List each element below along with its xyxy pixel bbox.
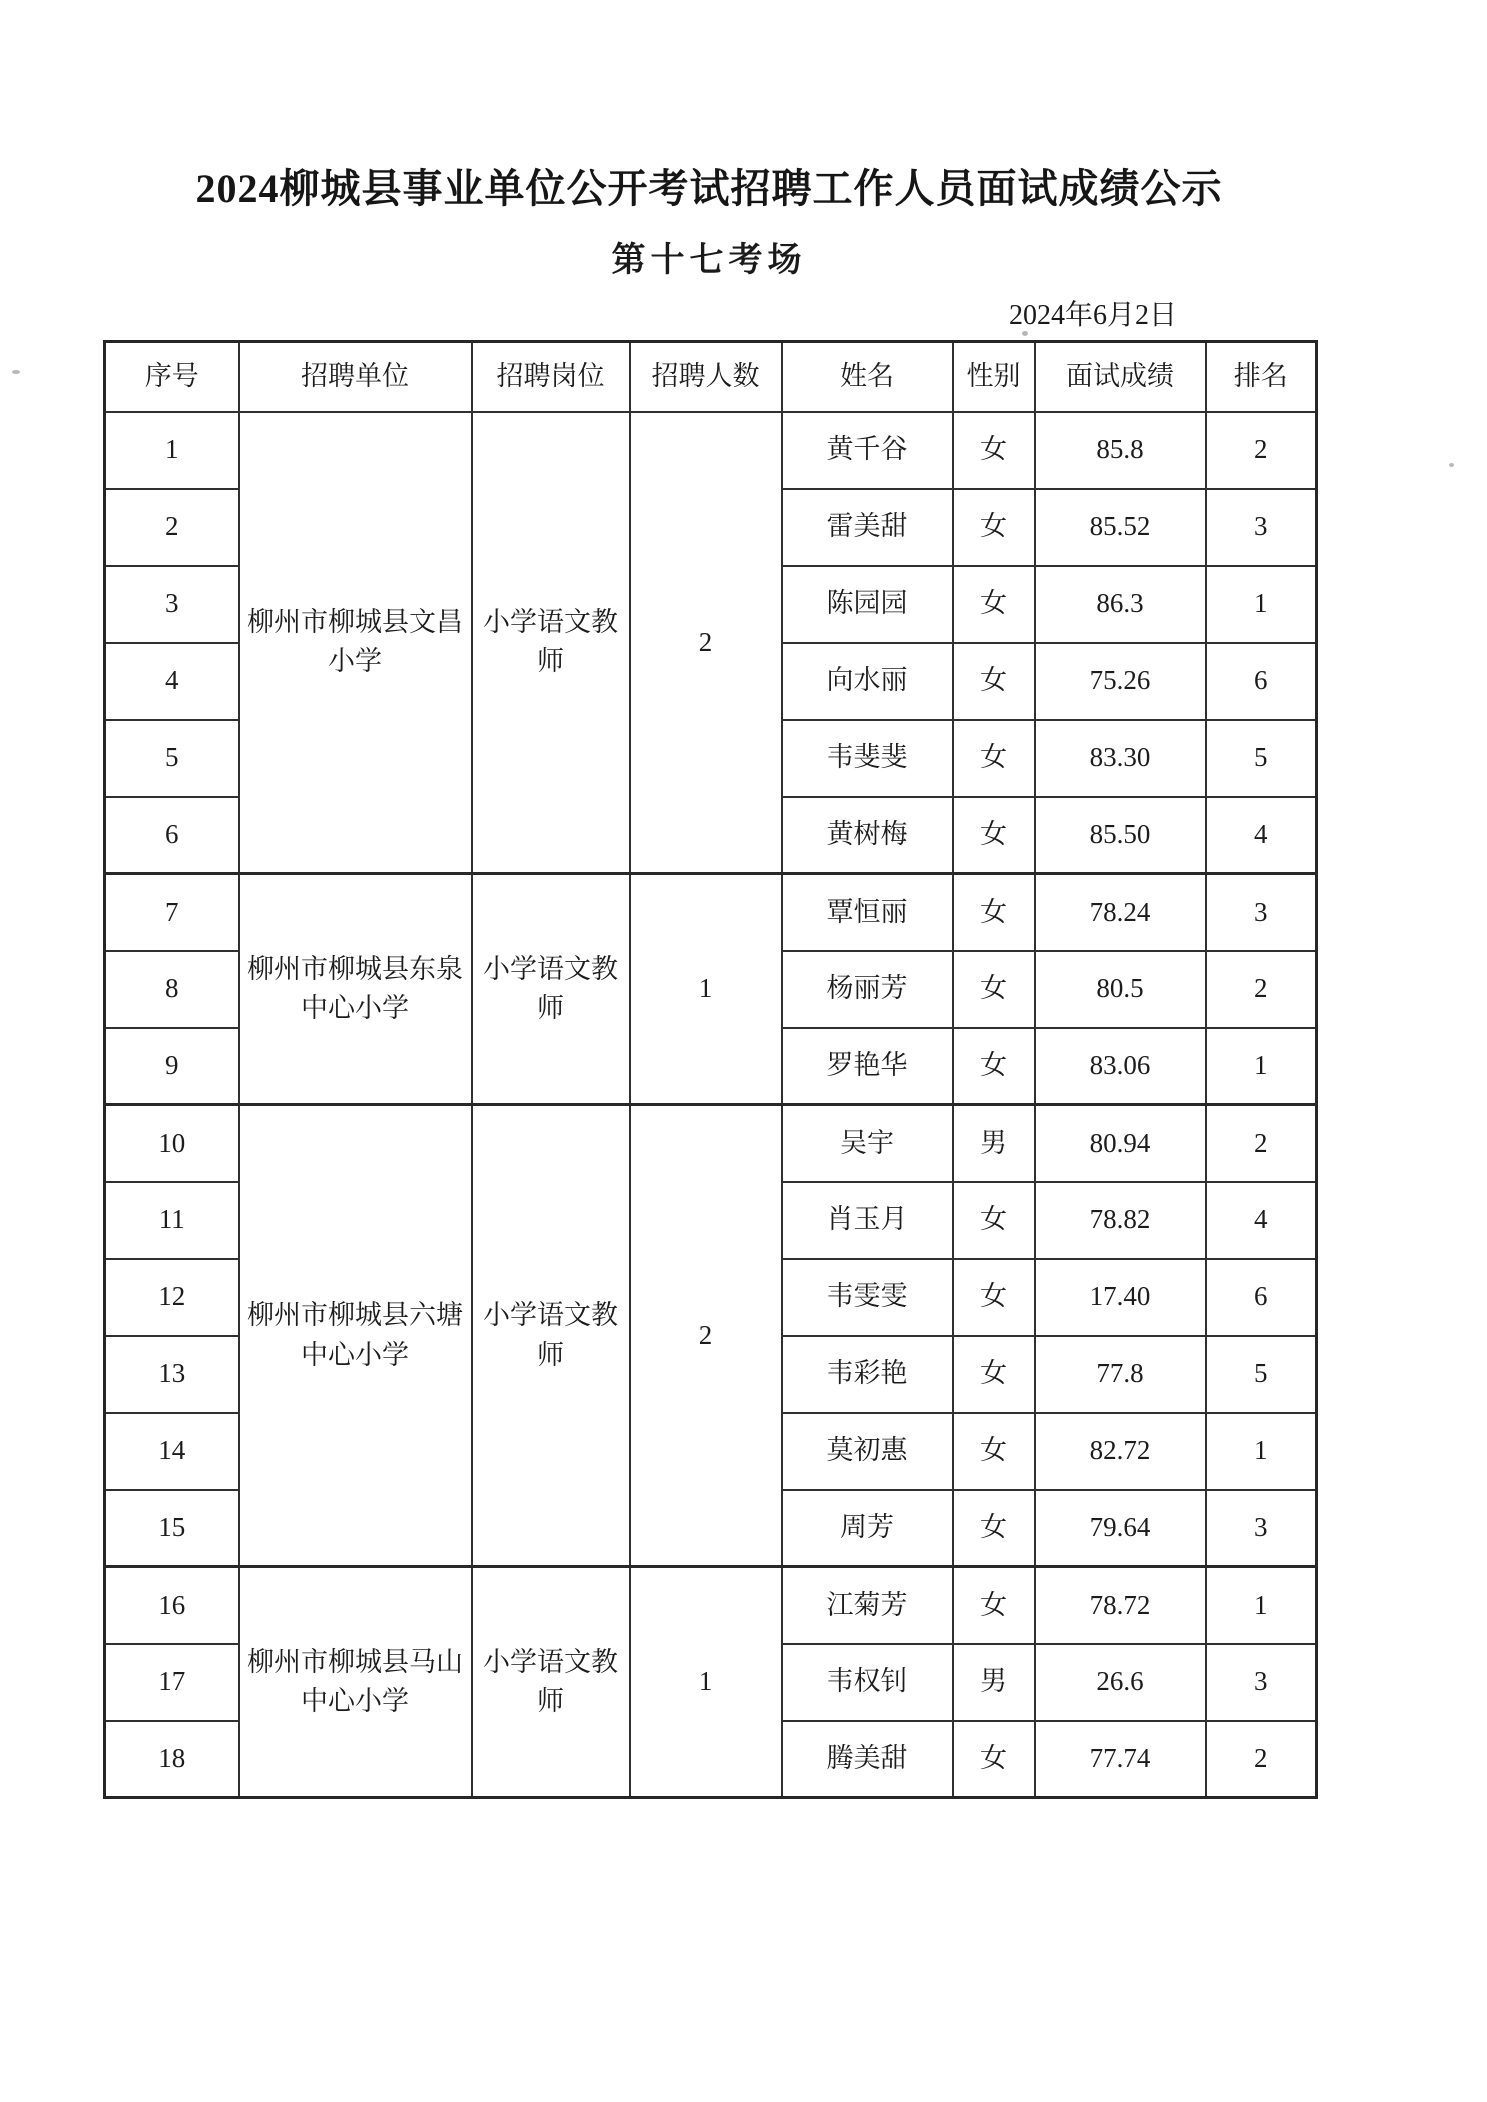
column-header-rank: 排名	[1206, 342, 1317, 412]
exam-room-subtitle: 第十七考场	[611, 242, 807, 279]
rank-cell: 1	[1206, 566, 1317, 643]
recruit-count-cell: 2	[630, 1105, 782, 1567]
name-cell: 杨丽芳	[782, 951, 953, 1028]
gender-cell: 女	[953, 1182, 1035, 1259]
score-cell: 83.06	[1035, 1028, 1206, 1105]
serial-number-cell: 16	[105, 1567, 239, 1644]
name-cell: 周芳	[782, 1490, 953, 1567]
score-cell: 77.74	[1035, 1721, 1206, 1798]
header-row	[105, 342, 1317, 412]
interview-score-table	[103, 340, 1318, 1799]
rank-cell: 5	[1206, 1336, 1317, 1413]
gender-cell: 女	[953, 489, 1035, 566]
scan-speck	[1449, 463, 1454, 467]
name-cell: 雷美甜	[782, 489, 953, 566]
score-cell: 78.72	[1035, 1567, 1206, 1644]
gender-cell: 女	[953, 566, 1035, 643]
table-header-row	[105, 342, 1317, 412]
score-cell: 78.24	[1035, 874, 1206, 951]
gender-cell: 女	[953, 951, 1035, 1028]
score-cell: 86.3	[1035, 566, 1206, 643]
rank-cell: 5	[1206, 720, 1317, 797]
name-cell: 肖玉月	[782, 1182, 953, 1259]
table-row-1	[105, 412, 1317, 489]
serial-number-cell: 14	[105, 1413, 239, 1490]
gender-cell: 女	[953, 1028, 1035, 1105]
column-header-unit: 招聘单位	[239, 342, 472, 412]
recruit-count-cell: 1	[630, 1567, 782, 1798]
score-cell: 77.8	[1035, 1336, 1206, 1413]
name-cell: 江菊芳	[782, 1567, 953, 1644]
rank-cell: 2	[1206, 1105, 1317, 1182]
document-date: 2024年6月2日	[1008, 300, 1177, 331]
name-cell: 罗艳华	[782, 1028, 953, 1105]
name-cell: 吴宇	[782, 1105, 953, 1182]
column-header-score: 面试成绩	[1035, 342, 1206, 412]
score-cell: 75.26	[1035, 643, 1206, 720]
rank-cell: 2	[1206, 951, 1317, 1028]
document-title: 2024柳城县事业单位公开考试招聘工作人员面试成绩公示	[195, 166, 1223, 211]
recruit-count-cell: 1	[630, 874, 782, 1105]
score-cell: 85.52	[1035, 489, 1206, 566]
rank-cell: 1	[1206, 1413, 1317, 1490]
score-cell: 80.5	[1035, 951, 1206, 1028]
serial-number-cell: 4	[105, 643, 239, 720]
table-row-16	[105, 1567, 1317, 1644]
score-cell: 26.6	[1035, 1644, 1206, 1721]
serial-number-cell: 13	[105, 1336, 239, 1413]
column-header-recruits: 招聘人数	[630, 342, 782, 412]
gender-cell: 女	[953, 797, 1035, 874]
column-header-serial: 序号	[105, 342, 239, 412]
scan-speck	[12, 370, 20, 374]
name-cell: 黄千谷	[782, 412, 953, 489]
score-cell: 82.72	[1035, 1413, 1206, 1490]
score-cell: 80.94	[1035, 1105, 1206, 1182]
gender-cell: 女	[953, 412, 1035, 489]
name-cell: 腾美甜	[782, 1721, 953, 1798]
rank-cell: 4	[1206, 1182, 1317, 1259]
serial-number-cell: 9	[105, 1028, 239, 1105]
rank-cell: 1	[1206, 1028, 1317, 1105]
recruit-count-cell: 2	[630, 412, 782, 874]
rank-cell: 3	[1206, 1490, 1317, 1567]
rank-cell: 3	[1206, 874, 1317, 951]
document-content	[103, 0, 1315, 1799]
score-cell: 83.30	[1035, 720, 1206, 797]
rank-cell: 4	[1206, 797, 1317, 874]
serial-number-cell: 15	[105, 1490, 239, 1567]
table-row-7	[105, 874, 1317, 951]
name-cell: 向水丽	[782, 643, 953, 720]
recruiting-unit-cell: 柳州市柳城县六塘中心小学	[239, 1105, 472, 1567]
serial-number-cell: 3	[105, 566, 239, 643]
score-cell: 85.50	[1035, 797, 1206, 874]
serial-number-cell: 8	[105, 951, 239, 1028]
recruiting-unit-cell: 柳州市柳城县东泉中心小学	[239, 874, 472, 1105]
serial-number-cell: 12	[105, 1259, 239, 1336]
name-cell: 韦斐斐	[782, 720, 953, 797]
serial-number-cell: 7	[105, 874, 239, 951]
name-cell: 陈园园	[782, 566, 953, 643]
rank-cell: 3	[1206, 1644, 1317, 1721]
gender-cell: 女	[953, 1259, 1035, 1336]
rank-cell: 6	[1206, 643, 1317, 720]
score-cell: 78.82	[1035, 1182, 1206, 1259]
name-cell: 黄树梅	[782, 797, 953, 874]
rank-cell: 3	[1206, 489, 1317, 566]
date-row	[103, 302, 1315, 330]
serial-number-cell: 10	[105, 1105, 239, 1182]
gender-cell: 女	[953, 1490, 1035, 1567]
score-cell: 17.40	[1035, 1259, 1206, 1336]
gender-cell: 女	[953, 1336, 1035, 1413]
gender-cell: 女	[953, 1721, 1035, 1798]
serial-number-cell: 5	[105, 720, 239, 797]
recruiting-unit-cell: 柳州市柳城县马山中心小学	[239, 1567, 472, 1798]
serial-number-cell: 18	[105, 1721, 239, 1798]
serial-number-cell: 11	[105, 1182, 239, 1259]
column-header-name: 姓名	[782, 342, 953, 412]
serial-number-cell: 6	[105, 797, 239, 874]
name-cell: 韦彩艳	[782, 1336, 953, 1413]
gender-cell: 男	[953, 1105, 1035, 1182]
serial-number-cell: 2	[105, 489, 239, 566]
name-cell: 覃恒丽	[782, 874, 953, 951]
rank-cell: 2	[1206, 412, 1317, 489]
gender-cell: 女	[953, 643, 1035, 720]
scan-speck	[1022, 331, 1028, 336]
table-body	[105, 412, 1317, 1798]
serial-number-cell: 17	[105, 1644, 239, 1721]
position-cell: 小学语文教师	[472, 412, 630, 874]
table-row-10	[105, 1105, 1317, 1182]
rank-cell: 1	[1206, 1567, 1317, 1644]
position-cell: 小学语文教师	[472, 1105, 630, 1567]
position-cell: 小学语文教师	[472, 1567, 630, 1798]
gender-cell: 女	[953, 874, 1035, 951]
serial-number-cell: 1	[105, 412, 239, 489]
gender-cell: 女	[953, 1413, 1035, 1490]
name-cell: 韦权钊	[782, 1644, 953, 1721]
rank-cell: 6	[1206, 1259, 1317, 1336]
gender-cell: 女	[953, 720, 1035, 797]
rank-cell: 2	[1206, 1721, 1317, 1798]
name-cell: 韦雯雯	[782, 1259, 953, 1336]
gender-cell: 男	[953, 1644, 1035, 1721]
position-cell: 小学语文教师	[472, 874, 630, 1105]
gender-cell: 女	[953, 1567, 1035, 1644]
column-header-gender: 性别	[953, 342, 1035, 412]
name-cell: 莫初惠	[782, 1413, 953, 1490]
score-cell: 85.8	[1035, 412, 1206, 489]
recruiting-unit-cell: 柳州市柳城县文昌小学	[239, 412, 472, 874]
score-cell: 79.64	[1035, 1490, 1206, 1567]
column-header-position: 招聘岗位	[472, 342, 630, 412]
